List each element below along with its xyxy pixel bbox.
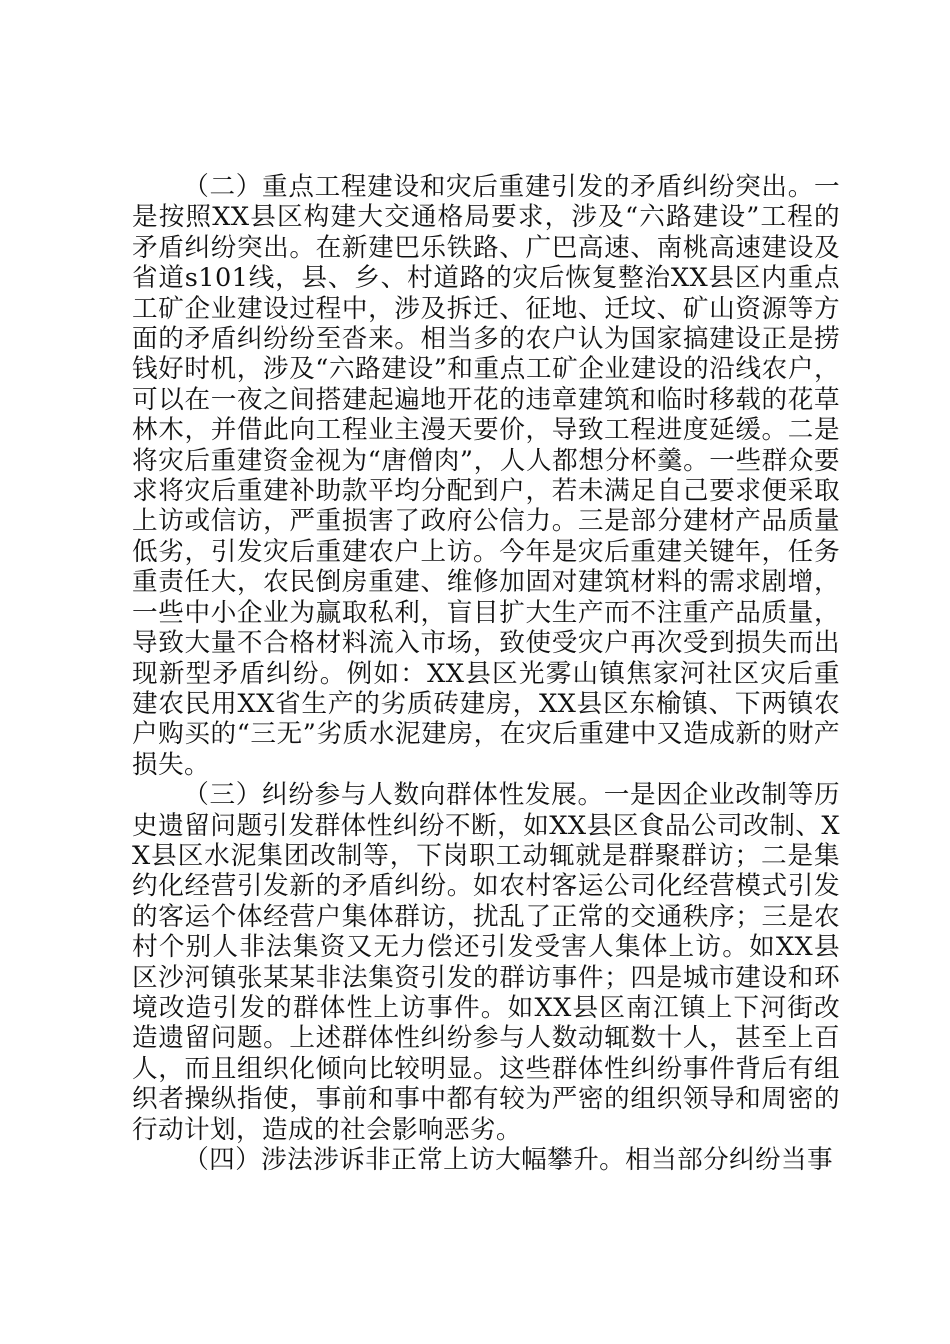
paragraph-section-4: （四）涉法涉诉非正常上访大幅攀升。相当部分纠纷当事 [183, 1145, 834, 1175]
document-body [132, 172, 840, 1175]
paragraph-section-2: （二）重点工程建设和灾后重建引发的矛盾纠纷突出。一是按照XX县区构建大交通格局要求，涉及“六路建设”工程的矛盾纠纷突出。在新建巴乐铁路、广巴高速、南桃高速建设及省道s101线，县、乡、村道路的灾后恢复整治XX县区内重点工矿企业建设过程中，涉及拆迁、征地、迁坟、矿山资源等方面的矛盾纠纷纷至沓来。相当多的农户认为国家搞建设正是捞钱好时机，涉及“六路建设”和重点工矿企业建设的沿线农户，可以在一夜之间搭建起遍地开花的违章建筑和临时移载的花草林木，并借此向工程业主漫天要价，导致工程进度延缓。二是将灾后重建资金视为“唐僧肉”，人人都想分杯羹。一些群众要求将灾后重建补助款平均分配到户，若未满足自己要求便采取上访或信访，严重损害了政府公信力。三是部分建材产品质量低劣，引发灾后重建农户上访。今年是灾后重建关键年，任务重责任大，农民倒房重建、维修加固对建筑材料的需求剧增，一些中小企业为赢取私利，盲目扩大生产而不注重产品质量，导致大量不合格材料流入市场，致使受灾户再次受到损失而出现新型矛盾纠纷。例如：XX县区光雾山镇焦家河社区灾后重建农民用XX省生产的劣质砖建房，XX县区东榆镇、下两镇农户购买的“三无”劣质水泥建房，在灾后重建中又造成新的财产损失。 [132, 172, 840, 780]
paragraph-section-3: （三）纠纷参与人数向群体性发展。一是因企业改制等历史遗留问题引发群体性纠纷不断，如XX县区食品公司改制、XX县区水泥集团改制等，下岗职工动辄就是群聚群访；二是集约化经营引发新的矛盾纠纷。如农村客运公司化经营模式引发的客运个体经营户集体群访，扰乱了正常的交通秩序；三是农村个别人非法集资又无力偿还引发受害人集体上访。如XX县区沙河镇张某某非法集资引发的群访事件；四是城市建设和环境改造引发的群体性上访事件。如XX县区南江镇上下河街改造遗留问题。上述群体性纠纷参与人数动辄数十人，甚至上百人，而且组织化倾向比较明显。这些群体性纠纷事件背后有组织者操纵指使，事前和事中都有较为严密的组织领导和周密的行动计划，造成的社会影响恶劣。 [132, 780, 840, 1145]
